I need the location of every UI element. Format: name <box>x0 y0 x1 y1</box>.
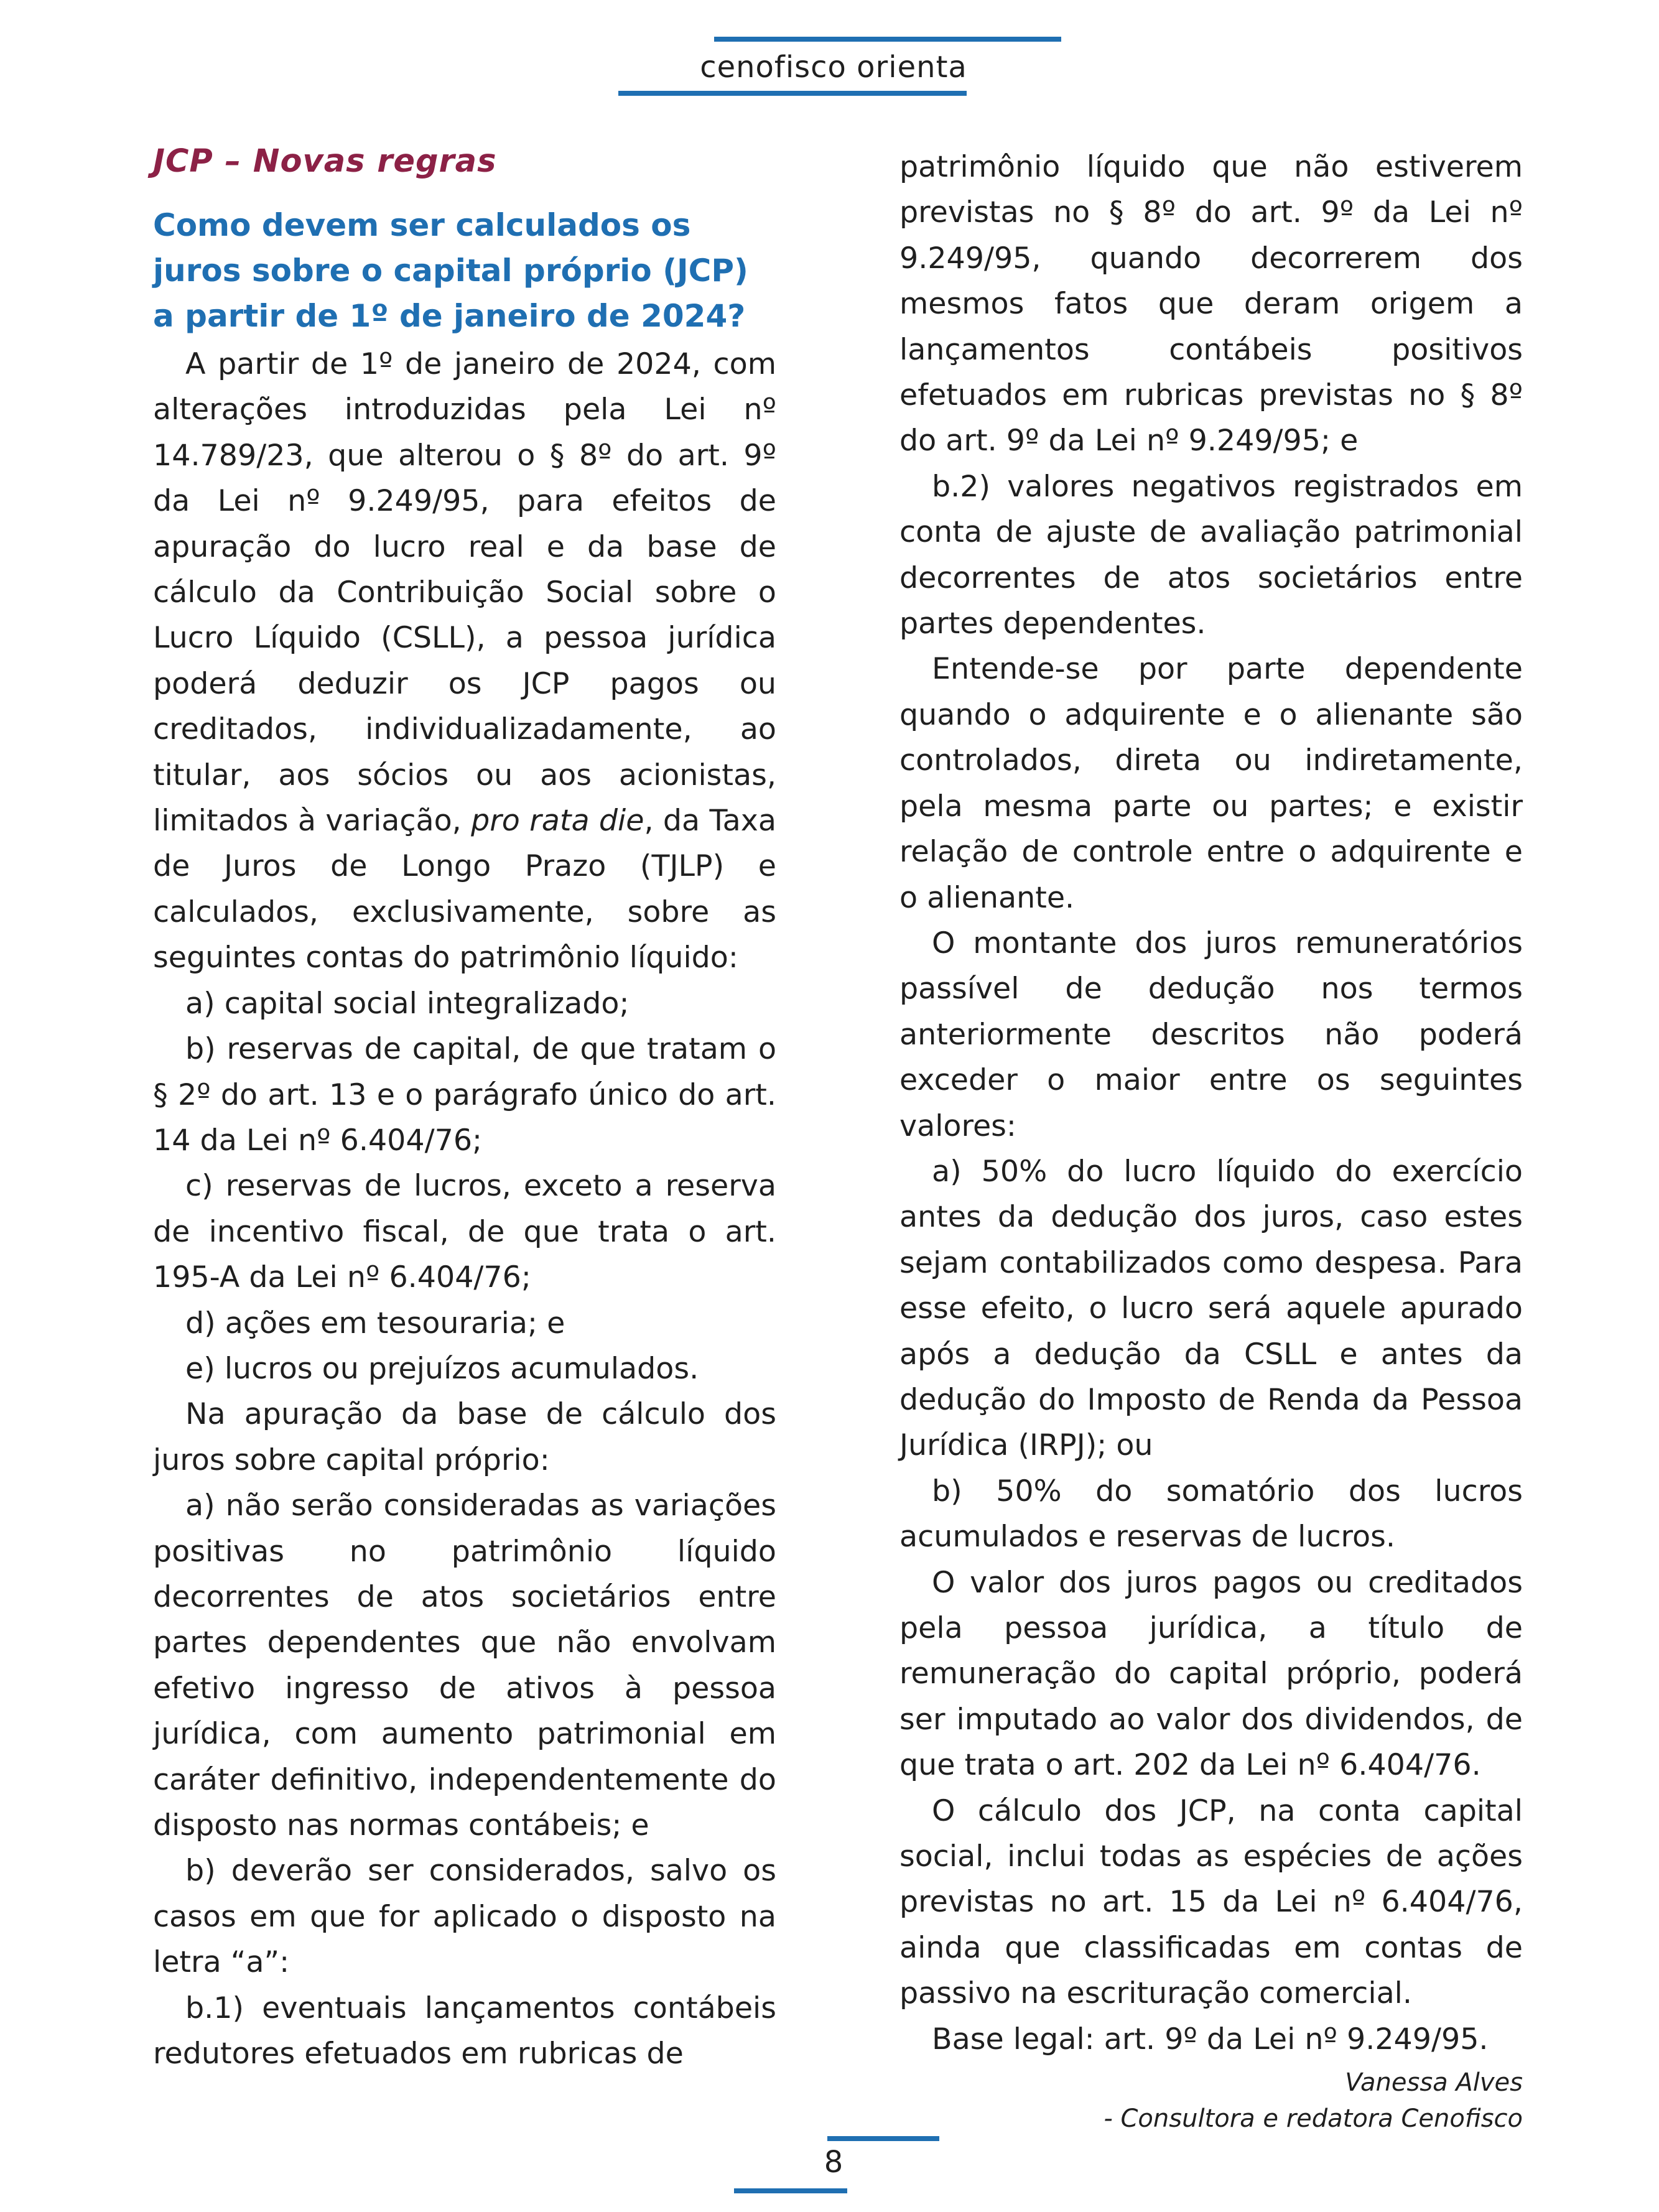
list-item-a: a) capital social integralizado; <box>185 986 630 1021</box>
left-column <box>153 141 776 2076</box>
legal-basis: Base legal: art. 9º da Lei nº 9.249/95. <box>932 2022 1489 2056</box>
article-question: Como devem ser calculados os juros sobre o capital próprio (JCP) a partir de 1º de janeiro de 2024? <box>153 207 748 334</box>
header-title: cenofisco orienta <box>700 50 967 85</box>
intro-text-b: , da Taxa de Juros de Longo Prazo (TJLP) e calculados, exclusivamente, sobre as seguintes contas do patrimônio líquido: <box>153 804 776 975</box>
limit-item-a: a) 50% do lucro líquido do exercício antes da dedução dos juros, caso estes sejam contabilizados como despesa. Para esse efeito, o lucro será aquele apurado após a dedução da CSLL e antes da dedução do Imposto de Renda da Pessoa Jurídica (IRPJ); ou <box>899 1154 1523 1463</box>
intro-emphasis: pro rata die <box>471 804 644 839</box>
limit-item-b: b) 50% do somatório dos lucros acumulados e reservas de lucros. <box>899 1474 1523 1554</box>
author-name: Vanessa Alves <box>1345 2068 1523 2098</box>
list-item-d: d) ações em tesouraria; e <box>185 1306 565 1341</box>
header-rule-bottom <box>618 91 967 96</box>
list-item-c: c) reservas de lucros, exceto a reserva de incentivo fiscal, de que trata o art. 195-A da Lei nº 6.404/76; <box>153 1169 776 1295</box>
dependent-party-paragraph: Entende-se por parte dependente quando o adquirente e o alienante são controlados, direta ou indiretamente, pela mesma parte ou partes; e existir relação de controle entre o adquirente e o alienante. <box>899 652 1523 915</box>
base-calc-item-b1-continuation: patrimônio líquido que não estiverem previstas no § 8º do art. 9º da Lei nº 9.249/95, quando decorrerem dos mesmos fatos que deram origem a lançamentos contábeis positivos efetuados em rubricas previstas no § 8º do art. 9º da Lei nº 9.249/95; e <box>899 150 1523 458</box>
page-number: 8 <box>824 2145 843 2180</box>
right-column <box>899 144 1523 2137</box>
list-item-e: e) lucros ou prejuízos acumulados. <box>185 1351 699 1386</box>
intro-text-a: A partir de 1º de janeiro de 2024, com alterações introduzidas pela Lei nº 14.789/23, que alterou o § 8º do art. 9º da Lei nº 9.249/95, para efeitos de apuração do lucro real e da base de cálculo da Contribuição Social sobre o Lucro Líquido (CSLL), a pessoa jurídica poderá deduzir os JCP pagos ou creditados, individualizadamente, ao titular, aos sócios ou aos acionistas, limitados à variação, <box>153 347 776 839</box>
section-tag: JCP – Novas regras <box>153 143 497 180</box>
author-signature <box>899 2065 1523 2137</box>
base-calc-paragraph: Na apuração da base de cálculo dos juros sobre capital próprio: <box>153 1397 776 1477</box>
capital-calc-paragraph: O cálculo dos JCP, na conta capital social, inclui todas as espécies de ações previstas no art. 15 da Lei nº 6.404/76, ainda que classificadas em contas de passivo na escrituração comercial. <box>899 1793 1523 2011</box>
intro-paragraph <box>153 342 776 981</box>
limit-paragraph: O montante dos juros remuneratórios passível de dedução nos termos anteriormente descritos não poderá exceder o maior entre os seguintes valores: <box>899 926 1523 1143</box>
base-calc-item-b: b) deverão ser considerados, salvo os casos em que for aplicado o disposto na letra “a”: <box>153 1854 776 1980</box>
footer-rule-top <box>827 2136 939 2141</box>
list-item-b: b) reservas de capital, de que tratam o § 2º do art. 13 e o parágrafo único do art. 14 da Lei nº 6.404/76; <box>153 1032 776 1158</box>
base-calc-item-b2: b.2) valores negativos registrados em conta de ajuste de avaliação patrimonial decorrentes de atos societários entre partes dependentes. <box>899 469 1523 641</box>
author-role: - Consultora e redatora Cenofisco <box>1104 2104 1523 2134</box>
footer-rule-bottom <box>734 2188 847 2193</box>
dividends-paragraph: O valor dos juros pagos ou creditados pela pessoa jurídica, a título de remuneração do capital próprio, poderá ser imputado ao valor dos dividendos, de que trata o art. 202 da Lei nº 6.404/76. <box>899 1565 1523 1783</box>
header-rule-top <box>714 37 1061 42</box>
base-calc-item-a: a) não serão consideradas as variações positivas no patrimônio líquido decorrentes de atos societários entre partes dependentes que não envolvam efetivo ingresso de ativos à pessoa jurídica, com aumento patrimonial em caráter definitivo, independentemente do disposto nas normas contábeis; e <box>153 1489 776 1843</box>
base-calc-item-b1-start: b.1) eventuais lançamentos contábeis redutores efetuados em rubricas de <box>153 1991 776 2071</box>
